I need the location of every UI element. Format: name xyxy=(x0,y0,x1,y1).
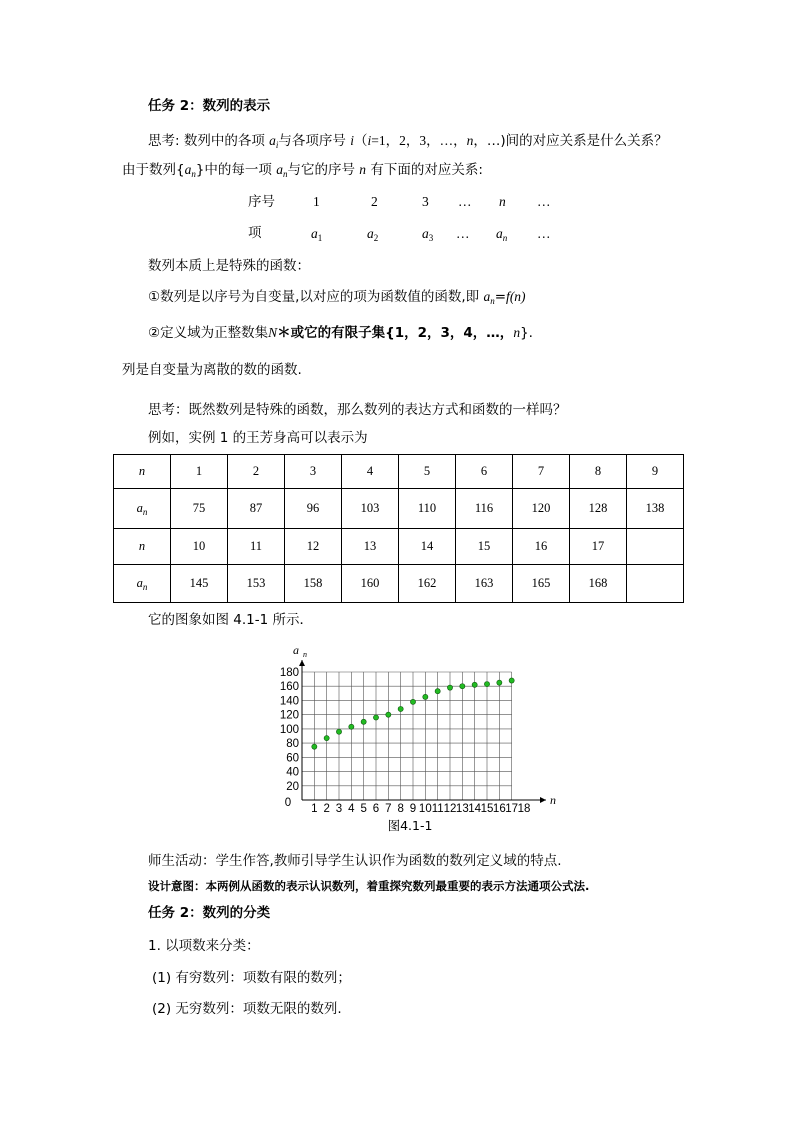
think1-mid1: 与各项序号 xyxy=(278,133,351,149)
table-cell: 116 xyxy=(456,489,513,529)
data-point xyxy=(312,744,317,749)
table-cell: 75 xyxy=(171,489,228,529)
x-tick-label: 3 xyxy=(335,803,343,815)
think1-tail: ，…)间的对应关系是什么关系？ xyxy=(473,133,668,149)
table-cell: 158 xyxy=(285,565,342,603)
table-a-label-2: $a_n$ xyxy=(114,565,171,603)
data-point xyxy=(324,736,329,741)
point2-text: ②定义域为正整数集 xyxy=(148,325,269,341)
essence-line: 数列本质上是特殊的函数： xyxy=(148,258,310,274)
table-cell: 8 xyxy=(570,455,627,489)
table-cell: 162 xyxy=(399,565,456,603)
table-cell: 153 xyxy=(228,565,285,603)
y-tick-label: 140 xyxy=(279,695,299,708)
x-axis-arrow xyxy=(540,797,546,803)
point2-n: n xyxy=(513,325,521,340)
table-cell: 15 xyxy=(456,529,513,565)
table-cell: 120 xyxy=(513,489,570,529)
design-label: 设计意图： xyxy=(148,879,206,893)
x-tick-label: 7 xyxy=(385,803,392,815)
since-tail: 有下面的对应关系: xyxy=(366,162,483,178)
table-n-label-2: n xyxy=(114,529,171,565)
table-a-label: $a_n$ xyxy=(114,489,171,529)
x-tick-label: 6 xyxy=(372,803,380,815)
y-tick-label: 160 xyxy=(279,681,299,694)
point1-eq: = xyxy=(494,289,507,305)
since-mid2: 与它的序号 xyxy=(287,162,360,178)
think1-prefix: 思考: 数列中的各项 xyxy=(148,133,270,149)
mapping-row1-v2: 3 xyxy=(422,194,429,209)
chart-caption: 图4.1-1 xyxy=(387,818,433,833)
think1-rest: =1，2，3，…， xyxy=(371,133,467,148)
point1-text: ①数列是以序号为自变量,以对应的项为函数值的函数,即 xyxy=(148,289,484,305)
data-point xyxy=(497,680,502,685)
data-point xyxy=(447,685,452,690)
think1-i2: i xyxy=(367,133,372,148)
since-a2-sub: n xyxy=(282,169,288,179)
x-tick-label: 16 xyxy=(492,803,506,815)
table-cell: 138 xyxy=(627,489,684,529)
classify-line: 1. 以项数来分类： xyxy=(148,938,260,954)
table-cell: 16 xyxy=(513,529,570,565)
table-cell: 11 xyxy=(228,529,285,565)
x-tick-label: 18 xyxy=(517,803,531,815)
table-cell: 163 xyxy=(456,565,513,603)
table-row xyxy=(114,529,684,565)
mapping-row1-v3: … xyxy=(458,194,472,209)
origin-label: 0 xyxy=(284,797,292,809)
think1-paren: （ xyxy=(353,133,368,149)
mapping-row1-label: 序号 xyxy=(248,194,275,210)
design-text: 本两例从函数的表示认识数列，着重探究数列最重要的表示方法通项公式法. xyxy=(205,879,590,893)
y-tick-label: 80 xyxy=(286,738,299,751)
x-tick-label: 8 xyxy=(397,803,404,815)
table-cell: 4 xyxy=(342,455,399,489)
since-line xyxy=(122,161,483,183)
table-cell: 110 xyxy=(399,489,456,529)
point1-f: f xyxy=(506,289,510,304)
y-tick-label: 180 xyxy=(279,667,299,679)
activity-line: 师生活动：学生作答,教师引导学生认识作为函数的数列定义域的特点. xyxy=(148,853,562,869)
y-tick-label: 60 xyxy=(286,752,299,765)
think1-line xyxy=(148,132,668,154)
data-point xyxy=(373,715,378,720)
table-cell: 160 xyxy=(342,565,399,603)
mapping-row1-v5: … xyxy=(537,194,551,209)
x-tick-label: 14 xyxy=(468,803,482,815)
mapping-row2-an: $a_n$ xyxy=(496,226,508,243)
table-cell: 96 xyxy=(285,489,342,529)
task2-title: 任务 2：数列的表示 xyxy=(148,98,271,114)
x-tick-label: 12 xyxy=(443,803,457,815)
design-line xyxy=(148,877,589,895)
y-tick-label: 40 xyxy=(286,766,299,779)
table-cell: 13 xyxy=(342,529,399,565)
y-tick-label: 100 xyxy=(279,723,299,736)
point1-line xyxy=(148,288,526,310)
table-cell xyxy=(627,565,684,603)
table-cell: 2 xyxy=(228,455,285,489)
data-point xyxy=(410,699,415,704)
think2-line: 思考：既然数列是特殊的函数，那么数列的表达方式和函数的一样吗？ xyxy=(148,402,567,418)
y-axis-label-sub: n xyxy=(303,650,307,659)
x-axis-label: n xyxy=(550,793,556,807)
mapping-row2-dots2: … xyxy=(537,226,551,241)
x-tick-label: 15 xyxy=(480,803,494,815)
table-cell: 3 xyxy=(285,455,342,489)
table-cell: 5 xyxy=(399,455,456,489)
data-point xyxy=(361,719,366,724)
x-tick-label: 1 xyxy=(311,803,318,815)
data-point xyxy=(423,694,428,699)
table-row xyxy=(114,455,684,489)
table-cell: 14 xyxy=(399,529,456,565)
y-axis-arrow xyxy=(299,660,305,666)
since-mid: }中的每一项 xyxy=(195,162,277,178)
height-table xyxy=(113,454,684,603)
data-point xyxy=(386,712,391,717)
think1-n: n xyxy=(466,133,474,148)
mapping-row1-v1: 2 xyxy=(371,194,378,209)
point2-N: N xyxy=(268,325,278,340)
mapping-row2-a3: $a_3$ xyxy=(422,226,434,243)
data-point xyxy=(460,684,465,689)
point2-tail: }. xyxy=(520,325,533,341)
table-row xyxy=(114,565,684,603)
table-cell: 1 xyxy=(171,455,228,489)
mapping-row2-dots1: … xyxy=(456,226,470,241)
data-point xyxy=(509,678,514,683)
task2b-title: 任务 2：数列的分类 xyxy=(148,905,271,921)
infinite-line: (2) 无穷数列：项数无限的数列. xyxy=(152,1001,342,1017)
finite-line: (1) 有穷数列：项数有限的数列； xyxy=(152,970,351,986)
data-point xyxy=(398,706,403,711)
point1-a-sub: n xyxy=(490,296,495,306)
mapping-row2-a2: $a_2$ xyxy=(367,226,379,243)
table-cell: 145 xyxy=(171,565,228,603)
point2-line xyxy=(148,324,533,342)
y-tick-label: 20 xyxy=(286,780,299,793)
think1-i: i xyxy=(350,133,354,148)
graph-text: 它的图象如图 4.1-1 所示． xyxy=(148,612,314,628)
table-cell: 9 xyxy=(627,455,684,489)
table-cell: 7 xyxy=(513,455,570,489)
think1-a: a xyxy=(269,133,276,148)
data-point xyxy=(435,689,440,694)
table-cell: 12 xyxy=(285,529,342,565)
table-cell: 103 xyxy=(342,489,399,529)
x-tick-label: 10 xyxy=(418,803,432,815)
since-a2: a xyxy=(276,162,283,177)
table-cell xyxy=(627,529,684,565)
y-tick-label: 120 xyxy=(279,709,299,722)
table-cell: 87 xyxy=(228,489,285,529)
table-cell: 6 xyxy=(456,455,513,489)
mapping-row2-label: 项 xyxy=(248,225,262,241)
point1-a: a xyxy=(483,289,491,304)
since-a: a xyxy=(184,162,192,177)
mapping-row1-v0: 1 xyxy=(313,194,320,209)
mapping-row2-a1: $a_1$ xyxy=(311,226,323,243)
x-tick-label: 11 xyxy=(431,803,444,815)
since-a-sub: n xyxy=(191,169,196,179)
table-cell: 17 xyxy=(570,529,627,565)
think1-a-sub: i xyxy=(275,140,279,150)
y-axis-label: a xyxy=(293,643,299,657)
x-tick-label: 2 xyxy=(323,803,330,815)
table-cell: 168 xyxy=(570,565,627,603)
x-tick-label: 9 xyxy=(409,803,417,815)
x-tick-label: 5 xyxy=(360,803,367,815)
table-cell: 10 xyxy=(171,529,228,565)
point1-n: (n) xyxy=(509,289,526,304)
data-point xyxy=(349,724,354,729)
x-tick-label: 13 xyxy=(455,803,469,815)
since-prefix: 由于数列{ xyxy=(122,162,185,178)
table-row xyxy=(114,489,684,529)
example-line: 例如，实例 1 的王芳身高可以表示为 xyxy=(148,430,368,446)
data-point xyxy=(336,729,341,734)
discrete-line: 列是自变量为离散的数的函数. xyxy=(122,362,302,378)
sequence-scatter-chart xyxy=(266,640,566,840)
table-cell: 165 xyxy=(513,565,570,603)
data-point xyxy=(472,682,477,687)
x-tick-label: 17 xyxy=(505,803,519,815)
mapping-row1-v4: n xyxy=(499,194,506,209)
table-cell: 128 xyxy=(570,489,627,529)
table-n-label: n xyxy=(114,455,171,489)
x-tick-label: 4 xyxy=(348,803,355,815)
point2-star: ＊或它的有限子集{1，2，3，4，…， xyxy=(277,325,514,341)
since-n: n xyxy=(359,162,367,177)
data-point xyxy=(484,681,489,686)
